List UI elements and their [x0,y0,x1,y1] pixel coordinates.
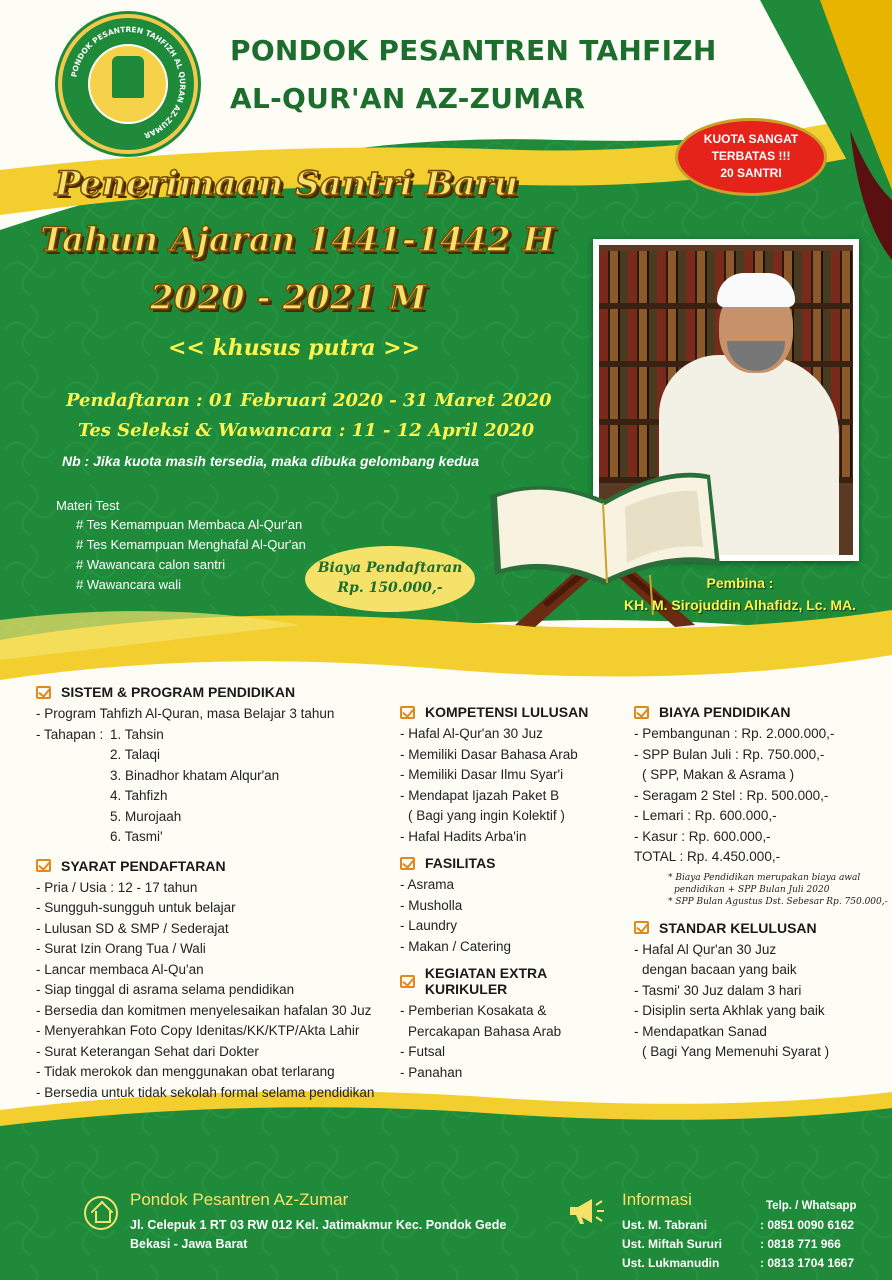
section-fasilitas-header [400,855,630,871]
test-material-item: # Wawancara calon santri [76,557,226,572]
list-item: - Surat Izin Orang Tua / Wali [36,941,206,956]
column-left [36,684,396,1103]
list-item: - Seragam 2 Stel : Rp. 500.000,- [634,787,829,803]
list-item: - Panahan [400,1064,463,1080]
list-item: - Lemari : Rp. 600.000,- [634,808,777,823]
mosque-icon [112,56,144,98]
list-item: - Laundry [400,918,458,933]
checkbox-icon [400,706,415,719]
section-biaya-header [634,704,889,720]
list-item: - Mendapatkan Sanad [634,1023,767,1039]
test-material-item: # Tes Kemampuan Menghafal Al-Qur'an [76,537,306,552]
registration-fee-amount: Rp. 150.000,- [337,580,443,596]
test-material-item: # Wawancara wali [76,577,182,592]
list-item: - Menyerahkan Foto Copy Idenitas/KK/KTP/Akta Lahir [36,1023,360,1038]
test-materials-title: Materi Test [56,498,120,513]
address-line2: Bekasi - Jawa Barat [130,1237,248,1251]
contacts-list [622,1216,854,1273]
school-name-line2: AL-QUR'AN AZ-ZUMAR [230,82,586,115]
total-cost: TOTAL : Rp. 4.450.000,- [634,849,781,864]
list-item: Percakapan Bahasa Arab [408,1023,562,1039]
tahapan-item: 2. Talaqi [110,747,161,762]
list-item: - Makan / Catering [400,938,512,954]
tahapan-list [110,725,279,848]
list-item: - Bersedia untuk tidak sekolah formal selama pendidikan [36,1084,375,1100]
test-material-item: # Tes Kemampuan Membaca Al-Qur'an [76,517,303,532]
section-title: STANDAR KELULUSAN [659,919,817,936]
cost-note: * SPP Bulan Agustus Dst. Sebesar Rp. 750.000,- [668,896,888,907]
checkbox-icon [36,859,51,872]
section-title: KEGIATAN EXTRA KURIKULER [424,965,547,997]
list-item: - Program Tahfizh Al-Quran, masa Belajar 3 tahun [36,706,335,721]
home-icon [84,1196,118,1230]
contact-name: Ust. Miftah Sururi [622,1237,723,1251]
school-logo [58,14,198,154]
list-item: - Sungguh-sungguh untuk belajar [36,900,236,915]
cost-note: * Biaya Pendidikan merupakan biaya awal [668,872,861,883]
registration-fee-label: Biaya Pendaftaran [317,560,463,576]
address-line1: Jl. Celepuk 1 RT 03 RW 012 Kel. Jatimakmur Kec. Pondok Gede [130,1218,507,1232]
list-item: - Memiliki Dasar Bahasa Arab [400,746,578,762]
quota-badge [675,118,827,196]
column-middle [400,704,630,1083]
list-item: - Lulusan SD & SMP / Sederajat [36,920,229,936]
list-item: - Surat Keterangan Sehat dari Dokter [36,1043,259,1059]
list-item: - Mendapat Ijazah Paket B [400,787,560,803]
contact-phone: : 0818 771 966 [760,1237,841,1251]
section-kompetensi-header [400,704,630,720]
title-khusus-putra: << khusus putra >> [168,335,421,361]
contact-phone: : 0851 0090 6162 [760,1218,855,1232]
test-date: Tes Seleksi & Wawancara : 11 - 12 April 2020 [78,420,535,441]
checkbox-icon [400,857,415,870]
tahapan-row [36,725,396,848]
checkbox-icon [634,921,649,934]
list-item: - Pria / Usia : 12 - 17 tahun [36,879,198,895]
checkbox-icon [36,686,51,699]
list-item: - Siap tinggal di asrama selama pendidikan [36,982,295,997]
contact-row [622,1216,854,1235]
title-penerimaan: Penerimaan Santri Baru [55,164,519,204]
tahapan-item: 5. Murojaah [110,808,182,824]
footer-address [130,1216,506,1254]
list-item: - Pemberian Kosakata & [400,1003,547,1018]
school-name-line1: PONDOK PESANTREN TAHFIZH [230,34,717,67]
contact-name: Ust. M. Tabrani [622,1218,708,1232]
section-sistem-header [36,684,396,700]
list-item: - SPP Bulan Juli : Rp. 750.000,- [634,746,825,762]
title-year-masehi: 2020 - 2021 M [150,278,427,318]
registration-date: Pendaftaran : 01 Februari 2020 - 31 Maret 2020 [66,390,552,411]
list-item: ( SPP, Makan & Asrama ) [642,767,795,782]
list-item: - Musholla [400,897,463,913]
list-item: - Hafal Hadits Arba'in [400,828,527,844]
contact-row [622,1235,854,1254]
list-item: - Disiplin serta Akhlak yang baik [634,1003,825,1018]
list-item: - Hafal Al-Qur'an 30 Juz [400,726,543,741]
checkbox-icon [400,975,415,988]
list-item: - Lancar membaca Al-Qu'an [36,961,204,977]
logo-text: PONDOK PESANTREN TAHFIZH AL QURAN AZ-ZUMAR [69,24,188,141]
section-title: FASILITAS [425,855,496,871]
pembina-label: Pembina : [706,575,774,591]
tahapan-item: 1. Tahsin [110,726,164,742]
list-item: - Bersedia dan komitmen menyelesaikan hafalan 30 Juz [36,1002,372,1018]
note-second-wave: Nb : Jika kuota masih tersedia, maka dibuka gelombang kedua [62,453,480,469]
list-item: dengan bacaan yang baik [642,962,797,977]
tahapan-item: 6. Tasmi' [110,829,163,844]
list-item: ( Bagi Yang Memenuhi Syarat ) [642,1044,830,1059]
list-item: - Asrama [400,877,455,892]
cost-note: pendidikan + SPP Bulan Juli 2020 [674,884,830,895]
quota-line3: 20 SANTRI [720,166,782,180]
tahapan-label: - Tahapan : [36,726,104,742]
person-cap [717,273,795,307]
pembina-caption [600,572,880,616]
list-item: - Tidak merokok dan menggunakan obat terlarang [36,1064,335,1079]
phone-header: Telp. / Whatsapp [766,1200,857,1212]
footer-school-name: Pondok Pesantren Az-Zumar [130,1190,349,1209]
list-item: ( Bagi yang ingin Kolektif ) [408,808,565,823]
checkbox-icon [634,706,649,719]
section-title: BIAYA PENDIDIKAN [659,704,791,720]
section-kegiatan-header [400,965,630,997]
tahapan-item: 3. Binadhor khatam Alqur'an [110,767,280,783]
list-item: - Memiliki Dasar Ilmu Syar'i [400,767,564,782]
info-title: Informasi [622,1190,692,1209]
column-right [634,704,889,1063]
pembina-name: KH. M. Sirojuddin Alhafidz, Lc. MA. [623,597,857,613]
section-syarat-header [36,858,396,874]
test-materials [56,498,306,595]
contact-row [622,1254,854,1273]
megaphone-icon [566,1196,606,1226]
quota-line2: TERBATAS !!! [711,149,791,163]
section-standar-header [634,920,889,936]
contact-name: Ust. Lukmanudin [622,1256,720,1270]
contact-phone: : 0813 1704 1667 [760,1256,855,1270]
list-item: - Futsal [400,1044,446,1059]
section-title: KOMPETENSI LULUSAN [425,704,589,720]
title-tahun-ajaran: Tahun Ajaran 1441-1442 H [40,220,555,260]
list-item: - Hafal Al Qur'an 30 Juz [634,941,777,957]
section-title: SYARAT PENDAFTARAN [61,857,226,874]
list-item: - Kasur : Rp. 600.000,- [634,828,771,844]
registration-fee-badge [305,546,475,612]
quota-line1: KUOTA SANGAT [703,132,799,146]
list-item: - Pembangunan : Rp. 2.000.000,- [634,726,835,741]
section-title: SISTEM & PROGRAM PENDIDIKAN [61,684,296,700]
tahapan-item: 4. Tahfizh [110,788,168,803]
list-item: - Tasmi' 30 Juz dalam 3 hari [634,982,802,998]
